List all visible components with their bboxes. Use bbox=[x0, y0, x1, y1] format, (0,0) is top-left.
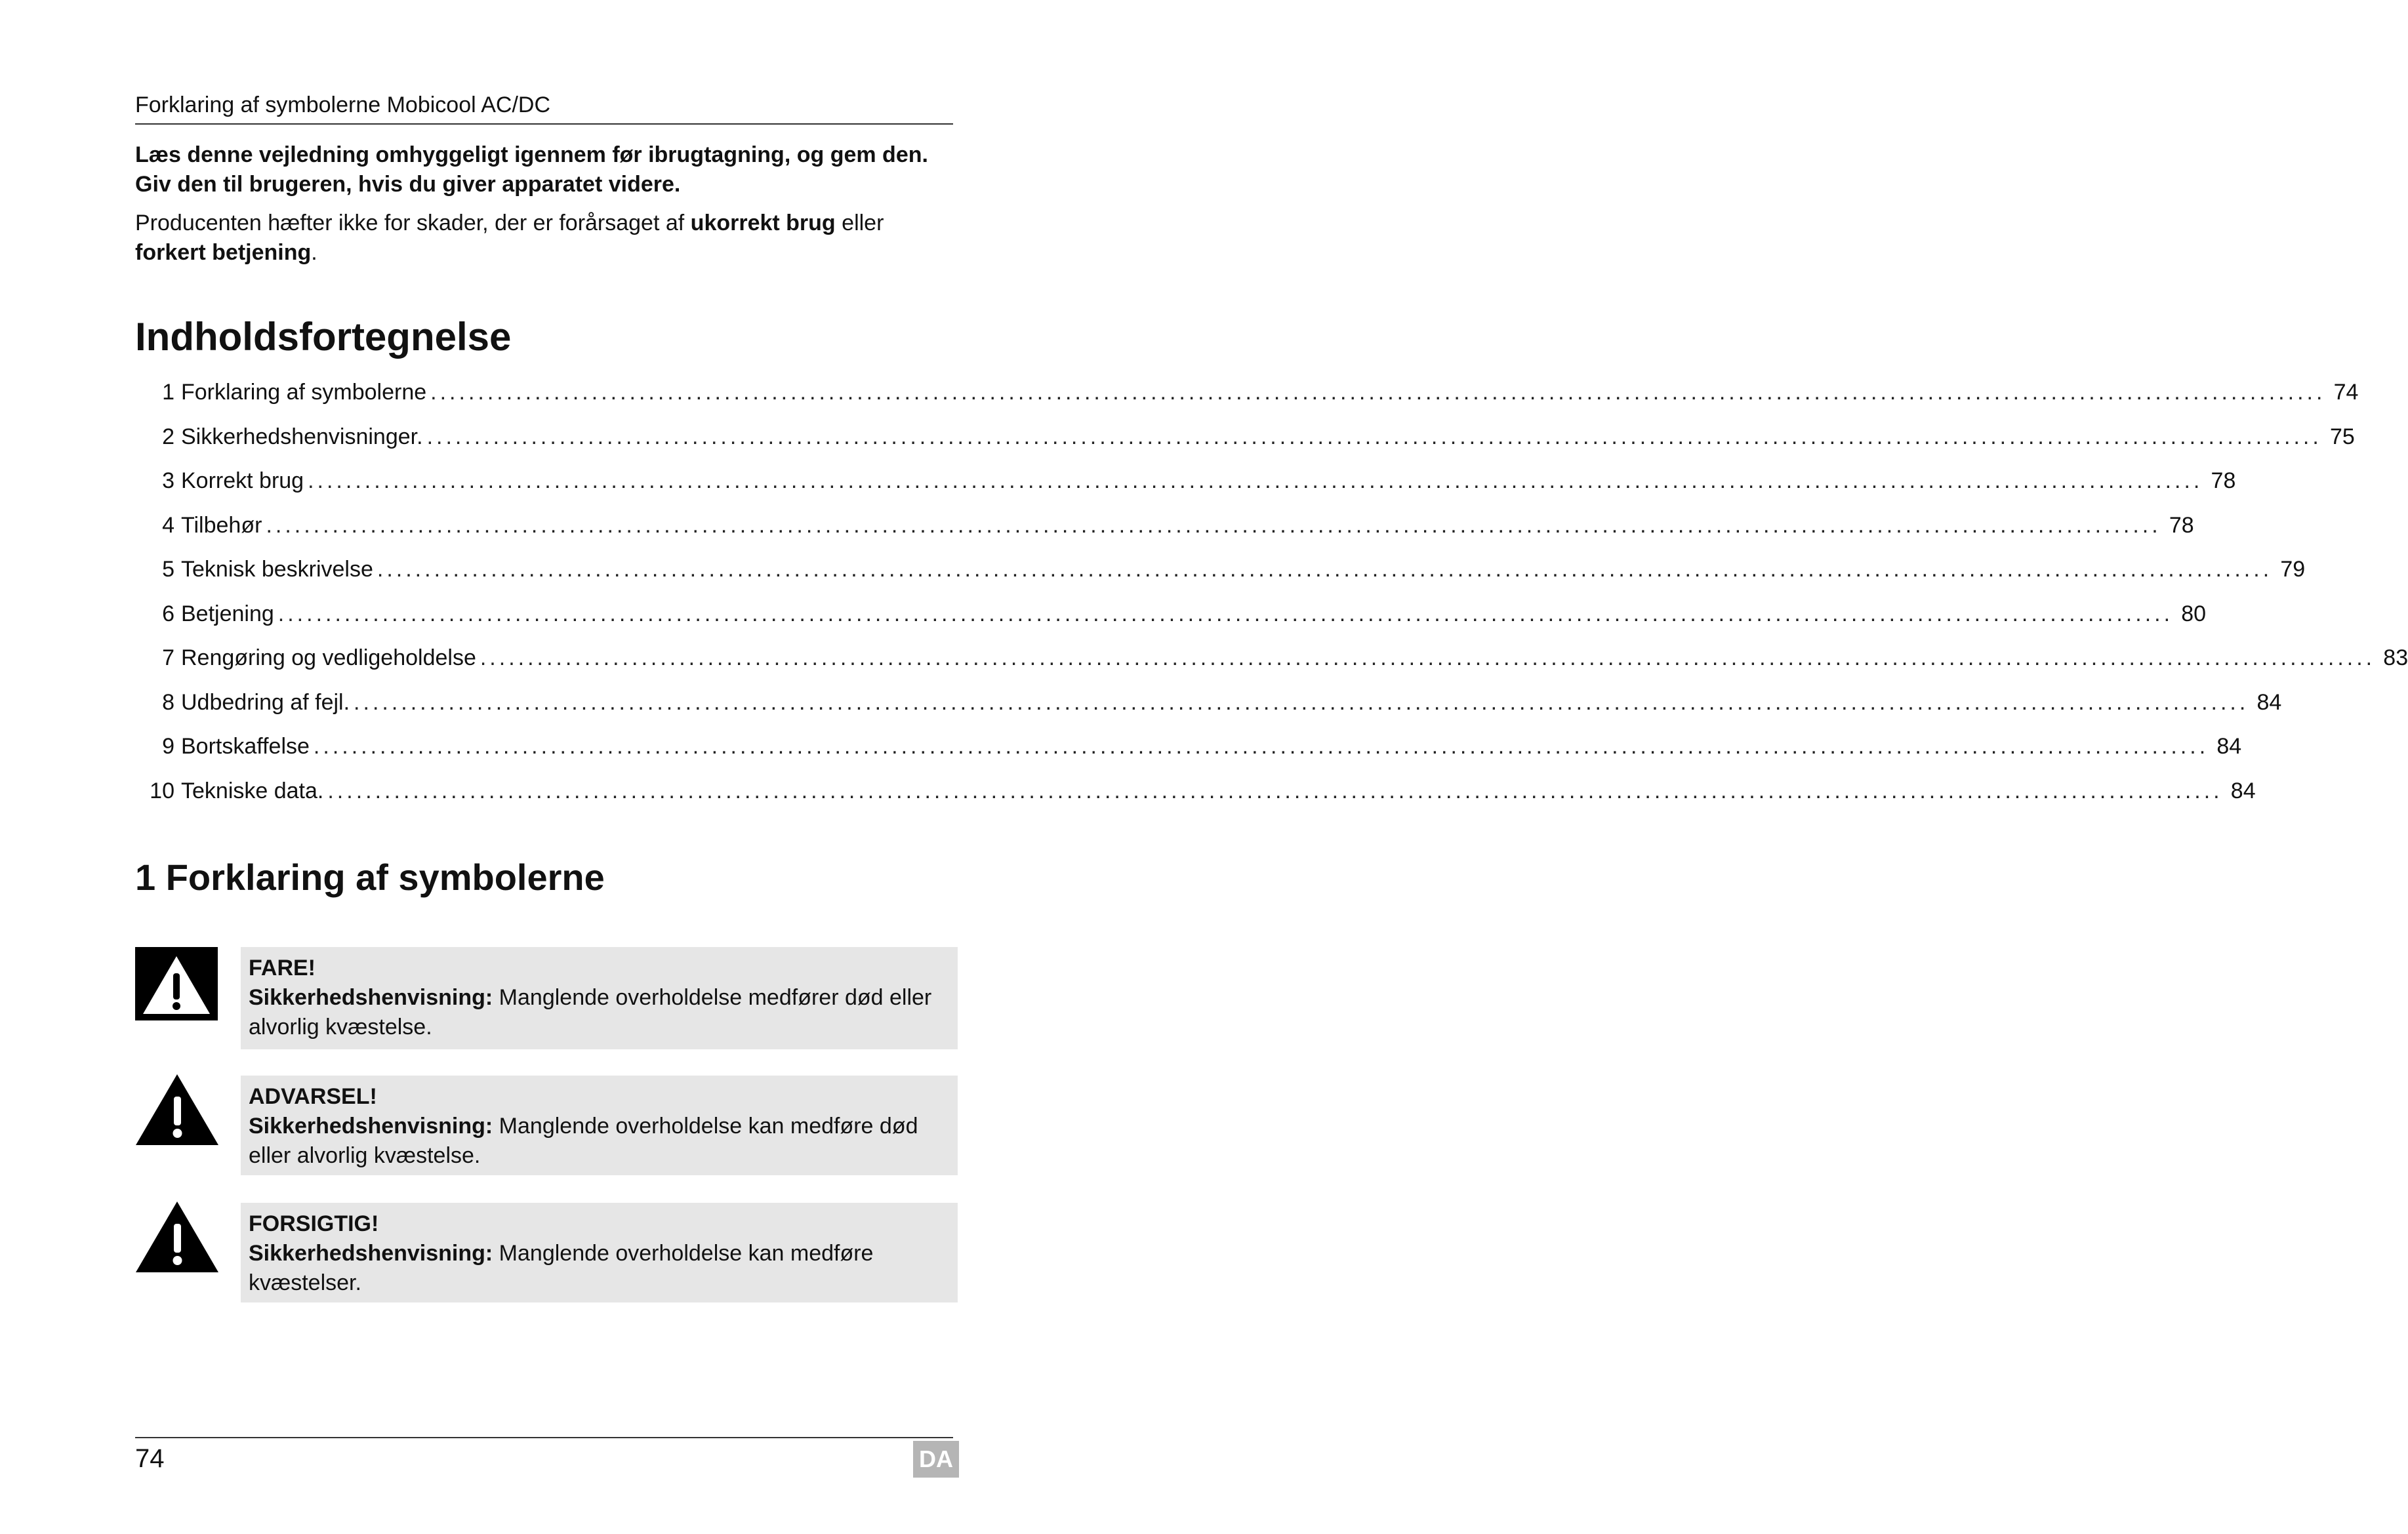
note-text: Manglende overholdelse medfører død eller alvorlig kvæstelse. bbox=[249, 985, 932, 1039]
intro-section bbox=[135, 140, 952, 268]
toc-entry-number: 4 bbox=[162, 512, 174, 538]
toc-leader-dots: ........................................................................................................................................................................................................ bbox=[313, 734, 2209, 759]
note-label: Sikkerhedshenvisning: bbox=[249, 1114, 493, 1139]
warning-triangle-framed-icon bbox=[135, 947, 218, 1020]
note-label: Sikkerhedshenvisning: bbox=[249, 985, 493, 1010]
toc-entry-label: Korrekt brug bbox=[181, 468, 304, 493]
toc-entry[interactable] bbox=[135, 683, 2282, 727]
toc-entry-page: 83 bbox=[2383, 645, 2408, 670]
toc-entry[interactable] bbox=[135, 506, 2194, 550]
footer-divider bbox=[135, 1437, 953, 1438]
warning-triangle-framed-graphic bbox=[135, 947, 218, 1020]
toc-entry-label: Udbedring af fejl. bbox=[181, 689, 350, 715]
toc-entry-number: 6 bbox=[162, 601, 174, 626]
note-heading: FORSIGTIG! bbox=[249, 1211, 379, 1236]
toc-entry-page: 79 bbox=[2280, 557, 2306, 582]
table-of-contents bbox=[135, 373, 2408, 815]
liability-emphasis-2: forkert betjening bbox=[135, 240, 312, 265]
liability-text-1: Producenten hæfter ikke for skader, der er forårsaget af bbox=[135, 211, 691, 235]
note-heading: FARE! bbox=[249, 956, 316, 980]
warning-triangle-icon bbox=[135, 1073, 219, 1146]
liability-text-2: eller bbox=[835, 211, 884, 235]
toc-entry-page: 74 bbox=[2333, 380, 2359, 405]
intro-instruction: Læs denne vejledning omhyggeligt igennem før ibrugtagning, og gem den. Giv den til brugeren, hvis du giver apparatet videre. bbox=[135, 142, 928, 197]
header-divider bbox=[135, 123, 953, 125]
toc-entry[interactable] bbox=[135, 594, 2207, 639]
liability-text-3: . bbox=[311, 240, 317, 265]
toc-entry[interactable] bbox=[135, 638, 2408, 683]
toc-entry-label: Teknisk beskrivelse bbox=[181, 557, 373, 582]
toc-leader-dots: ........................................................................................................................................................................................................ bbox=[277, 601, 2174, 626]
toc-entry[interactable] bbox=[135, 771, 2256, 816]
toc-entry-number: 10 bbox=[150, 778, 174, 803]
note-label: Sikkerhedshenvisning: bbox=[249, 1241, 493, 1266]
toc-entry[interactable] bbox=[135, 373, 2359, 417]
section-title: 1 Forklaring af symbolerne bbox=[135, 857, 605, 898]
caution-note-box bbox=[241, 1203, 958, 1302]
toc-leader-dots: ........................................................................................................................................................................................................ bbox=[430, 380, 2326, 405]
toc-entry-label: Forklaring af symbolerne bbox=[181, 380, 427, 405]
toc-leader-dots: ........................................................................................................................................................................................................ bbox=[327, 778, 2223, 803]
note-text: Manglende overholdelse kan medføre kvæstelser. bbox=[249, 1241, 874, 1295]
toc-entry-page: 78 bbox=[2169, 512, 2194, 538]
liability-emphasis-1: ukorrekt brug bbox=[690, 211, 836, 235]
note-text: Manglende overholdelse kan medføre død eller alvorlig kvæstelse. bbox=[249, 1114, 918, 1168]
toc-entry-page: 75 bbox=[2330, 424, 2355, 449]
toc-leader-dots: ........................................................................................................................................................................................................ bbox=[266, 512, 2161, 538]
toc-entry[interactable] bbox=[135, 461, 2236, 506]
toc-entry-page: 84 bbox=[2256, 689, 2282, 715]
toc-entry-number: 5 bbox=[162, 557, 174, 582]
toc-entry-number: 7 bbox=[162, 645, 174, 670]
warning-triangle-graphic bbox=[135, 1073, 219, 1146]
toc-entry-page: 84 bbox=[2230, 778, 2256, 803]
toc-entry-number: 3 bbox=[162, 468, 174, 493]
toc-entry-label: Tilbehør bbox=[181, 512, 262, 538]
toc-entry-label: Rengøring og vedligeholdelse bbox=[181, 645, 476, 670]
toc-entry-number: 9 bbox=[162, 734, 174, 759]
toc-entry[interactable] bbox=[135, 417, 2355, 462]
page-number: 74 bbox=[135, 1444, 165, 1473]
toc-entry[interactable] bbox=[135, 727, 2242, 771]
toc-leader-dots: ........................................................................................................................................................................................................ bbox=[354, 689, 2249, 715]
toc-entry-number: 8 bbox=[162, 689, 174, 715]
toc-leader-dots: ........................................................................................................................................................................................................ bbox=[426, 424, 2322, 449]
toc-leader-dots: ........................................................................................................................................................................................................ bbox=[480, 645, 2376, 670]
intro-liability bbox=[135, 209, 952, 268]
toc-leader-dots: ........................................................................................................................................................................................................ bbox=[308, 468, 2203, 493]
warning-triangle-graphic bbox=[135, 1200, 219, 1274]
toc-entry-label: Sikkerhedshenvisninger. bbox=[181, 424, 423, 449]
running-header: Forklaring af symbolerne Mobicool AC/DC bbox=[135, 92, 551, 117]
language-badge: DA bbox=[913, 1441, 959, 1478]
warning-triangle-icon bbox=[135, 1200, 219, 1274]
toc-entry-label: Bortskaffelse bbox=[181, 734, 310, 759]
toc-entry-number: 2 bbox=[162, 424, 174, 449]
toc-entry[interactable] bbox=[135, 550, 2306, 594]
warning-note-box bbox=[241, 1076, 958, 1175]
toc-leader-dots: ........................................................................................................................................................................................................ bbox=[377, 557, 2273, 582]
toc-entry-page: 78 bbox=[2211, 468, 2236, 493]
toc-title: Indholdsfortegnelse bbox=[135, 315, 512, 359]
toc-entry-number: 1 bbox=[162, 380, 174, 405]
note-heading: ADVARSEL! bbox=[249, 1084, 377, 1109]
toc-entry-page: 84 bbox=[2216, 734, 2242, 759]
danger-note-box bbox=[241, 947, 958, 1049]
toc-entry-label: Betjening bbox=[181, 601, 274, 626]
toc-entry-label: Tekniske data. bbox=[181, 778, 324, 803]
toc-entry-page: 80 bbox=[2181, 601, 2207, 626]
